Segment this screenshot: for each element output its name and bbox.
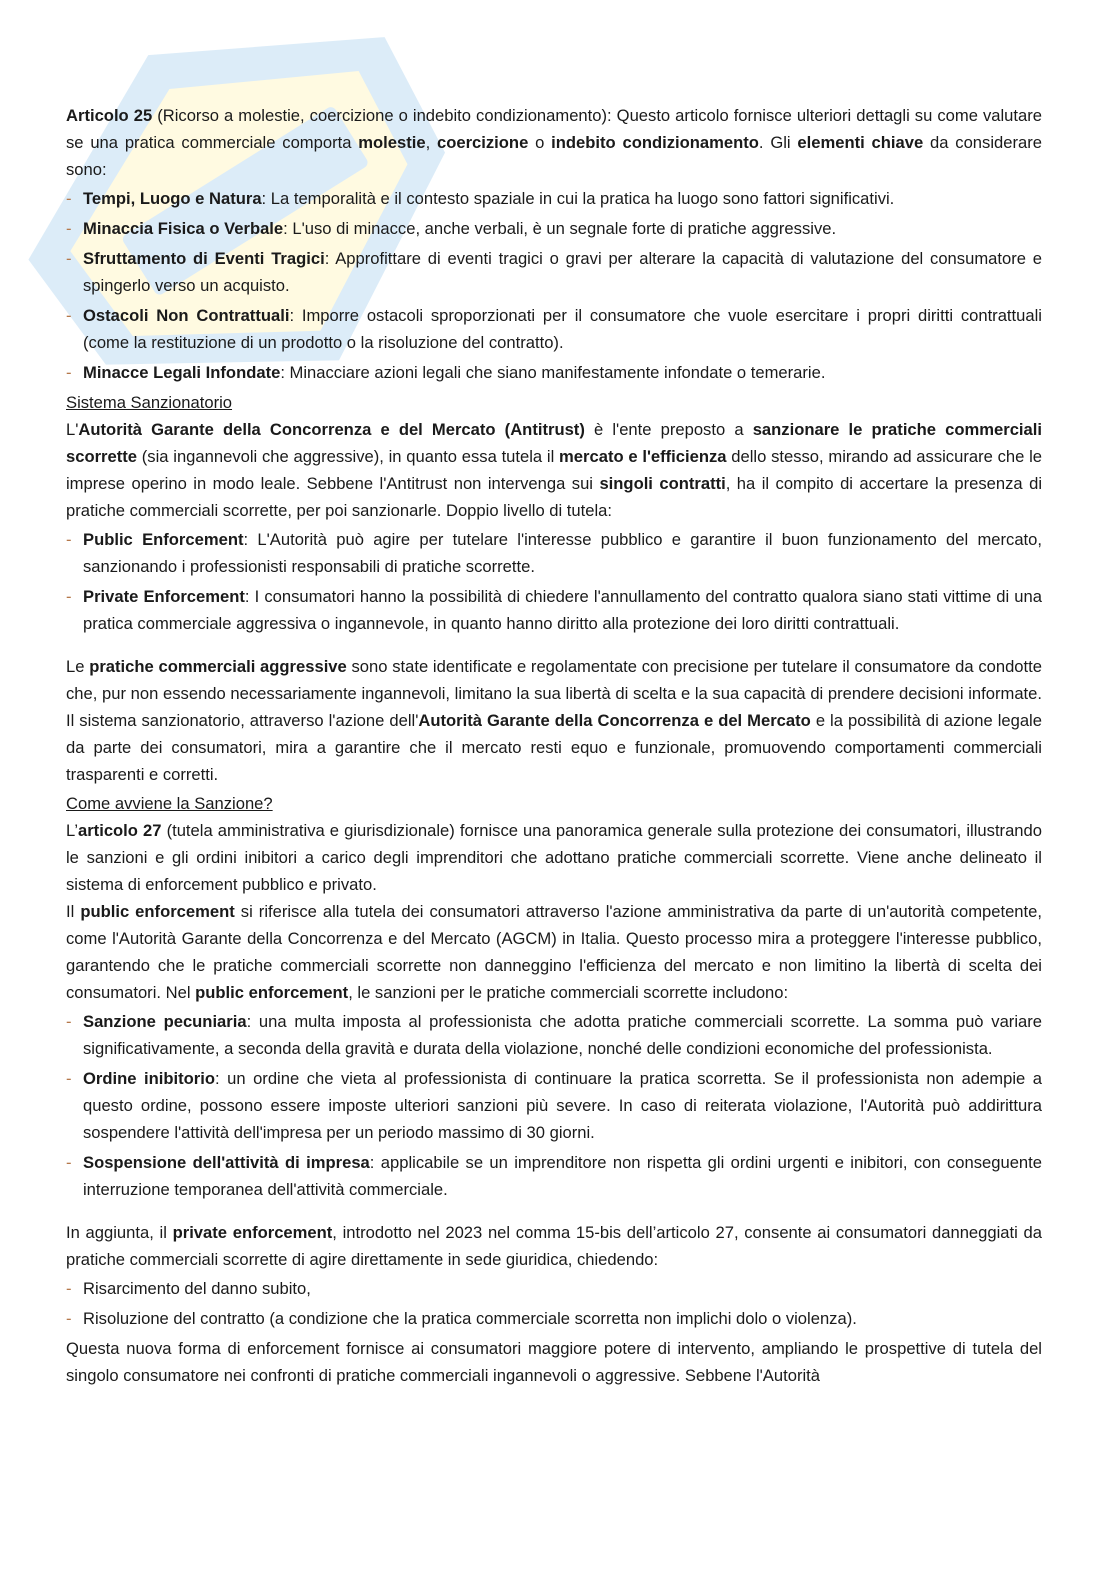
- list-item: - Minaccia Fisica o Verbale: L'uso di minacce, anche verbali, è un segnale forte di pratiche aggressive.: [66, 215, 1042, 242]
- list-item: - Sospensione dell'attività di impresa: applicabile se un imprenditore non rispetta gli ordini urgenti e inibitori, con conseguente interruzione temporanea dell'attività commerciale.: [66, 1149, 1042, 1203]
- list-item: - Private Enforcement: I consumatori hanno la possibilità di chiedere l'annullamento del contratto qualora siano stati vittime di una pratica commerciale aggressiva o ingannevole, in quanto hanno diritto alla protezione dei loro diritti contrattuali.: [66, 583, 1042, 637]
- list-item: - Ordine inibitorio: un ordine che vieta al professionista di continuare la pratica scorretta. Se il professionista non adempie a questo ordine, possono essere imposte ulteriori sanzioni più severe. In caso di reiterata violazione, l'Autorità può addirittura sospendere l'attività dell'impresa per un periodo massimo di 30 giorni.: [66, 1065, 1042, 1146]
- public-enforcement-paragraph: Il public enforcement si riferisce alla tutela dei consumatori attraverso l'azione amministrativa da parte di un'autorità competente, come l'Autorità Garante della Concorrenza e del Mercato (AGCM) in Italia. Questo processo mira a proteggere l'interesse pubblico, garantendo che le pratiche commerciali scorrette non danneggino l'efficienza del mercato e non limitino la libertà di scelta dei consumatori. Nel public enforcement, le sanzioni per le pratiche commerciali scorrette includono:: [66, 902, 1042, 1002]
- sistema-paragraph: L'Autorità Garante della Concorrenza e del Mercato (Antitrust) è l'ente preposto a sanzionare le pratiche commerciali scorrette (sia ingannevoli che aggressive), in quanto essa tutela il mercato e l'efficienza dello stesso, mirando ad assicurare che le imprese operino in modo leale. Sebbene l'Antitrust non intervenga sui singoli contratti, ha il compito di accertare la presenza di pratiche commerciali scorrette, per poi sanzionarle. Doppio livello di tutela:: [66, 420, 1043, 520]
- article-25-intro: Articolo 25 (Ricorso a molestie, coercizione o indebito condizionamento): Questo articolo fornisce ulteriori dettagli su come valutare se una pratica commerciale comporta molestie, coercizione o indebito condizionamento. Gli elementi chiave da considerare sono:: [66, 106, 1042, 179]
- list-item: - Sfruttamento di Eventi Tragici: Approfittare di eventi tragici o gravi per alterare la capacità di valutazione del consumatore e spingerlo verso un acquisto.: [66, 245, 1042, 299]
- summary-paragraph: Le pratiche commerciali aggressive sono state identificate e regolamentate con precisione per tutelare il consumatore da condotte che, pur non essendo necessariamente ingannevoli, limitano la sua libertà di scelta e la sua capacità di prendere decisioni informate. Il sistema sanzionatorio, attraverso l'azione dell'Autorità Garante della Concorrenza e del Mercato e la possibilità di azione legale da parte dei consumatori, mira a garantire che il mercato resti equo e funzionale, promuovendo comportamenti commerciali trasparenti e corretti.: [66, 657, 1042, 784]
- section-heading-sistema: Sistema Sanzionatorio: [66, 393, 233, 412]
- closing-paragraph: Questa nuova forma di enforcement fornisce ai consumatori maggiore potere di intervento, ampliando le prospettive di tutela del singolo consumatore nei confronti di pratiche commerciali ingannevoli o aggressive. Sebbene l'Autorità: [66, 1339, 1042, 1385]
- private-enforcement-list: [66, 1275, 1042, 1332]
- list-item: - Public Enforcement: L'Autorità può agire per tutelare l'interesse pubblico e garantire il buon funzionamento del mercato, sanzionando i professionisti responsabili di pratiche scorrette.: [66, 526, 1042, 580]
- list-item: - Risarcimento del danno subito,: [66, 1275, 1042, 1302]
- sistema-list: [66, 526, 1042, 637]
- private-enforcement-paragraph: In aggiunta, il private enforcement, introdotto nel 2023 nel comma 15-bis dell’articolo 27, consente ai consumatori danneggiati da pratiche commerciali scorrette di agire direttamente in sede giuridica, chiedendo:: [66, 1223, 1042, 1269]
- list-item: - Risoluzione del contratto (a condizione che la pratica commerciale scorretta non implichi dolo o violenza).: [66, 1305, 1042, 1332]
- list-item: - Ostacoli Non Contrattuali: Imporre ostacoli sproporzionati per il consumatore che vuole esercitare i propri diritti contrattuali (come la restituzione di un prodotto o la risoluzione del contratto).: [66, 302, 1042, 356]
- list-item: - Tempi, Luogo e Natura: La temporalità e il contesto spaziale in cui la pratica ha luogo sono fattori significativi.: [66, 185, 1042, 212]
- list-item: - Sanzione pecuniaria: una multa imposta al professionista che adotta pratiche commerciali scorrette. La somma può variare significativamente, a seconda della gravità e durata della violazione, nonché delle condizioni economiche del professionista.: [66, 1008, 1042, 1062]
- section-heading-sanzione: Come avviene la Sanzione?: [66, 794, 273, 813]
- article-25-list: [66, 185, 1042, 386]
- document-page: [66, 102, 1042, 1389]
- list-item: - Minacce Legali Infondate: Minacciare azioni legali che siano manifestamente infondate o temerarie.: [66, 359, 1042, 386]
- sanctions-list: [66, 1008, 1042, 1203]
- article-27-paragraph: L’articolo 27 (tutela amministrativa e giurisdizionale) fornisce una panoramica generale sulla protezione dei consumatori, illustrando le sanzioni e gli ordini inibitori a carico degli imprenditori che adottano pratiche commerciali scorrette. Viene anche delineato il sistema di enforcement pubblico e privato.: [66, 821, 1042, 894]
